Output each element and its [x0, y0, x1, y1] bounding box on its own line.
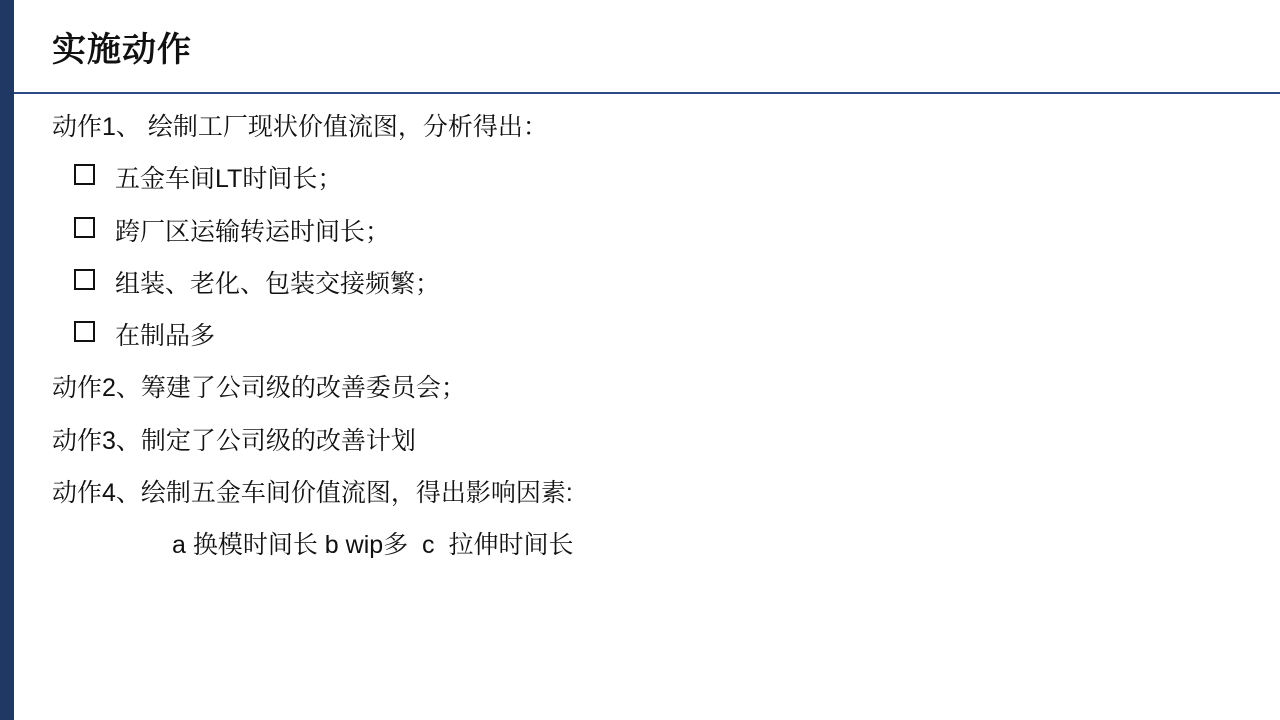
- list-item-label: 跨厂区运输转运时间长；: [115, 217, 391, 246]
- list-item: [52, 269, 1242, 300]
- body-line: [52, 112, 1242, 143]
- square-bullet-icon: [74, 321, 95, 342]
- list-item-label: 在制品多: [115, 322, 216, 350]
- body-line-text: 动作3、制定了公司级的改善计划: [52, 426, 416, 455]
- list-item: [52, 217, 1242, 248]
- body-line: [52, 478, 1242, 509]
- square-bullet-icon: [74, 269, 95, 290]
- list-item: [52, 321, 1242, 352]
- square-bullet-icon: [74, 164, 95, 185]
- page-title: 实施动作: [52, 31, 192, 69]
- body-line-text: a 换模时间长 b wip多 c 拉伸时间长: [172, 531, 574, 559]
- body-line: [52, 426, 1242, 457]
- title-divider: [14, 92, 1280, 94]
- square-bullet-icon: [74, 217, 95, 238]
- slide-accent-bar: [0, 0, 14, 720]
- list-item-label: 组装、老化、包装交接频繁；: [115, 269, 441, 298]
- list-item-label: 五金车间LT时间长；: [115, 165, 343, 194]
- list-item: [52, 164, 1242, 195]
- body-line-text: 动作1、 绘制工厂现状价值流图，分析得出：: [52, 113, 548, 141]
- body-line-indented: [52, 530, 1242, 561]
- body-line: [52, 373, 1242, 404]
- body-line-text: 动作2、筹建了公司级的改善委员会；: [52, 374, 466, 403]
- content-body: [52, 112, 1242, 582]
- body-line-text: 动作4、绘制五金车间价值流图，得出影响因素:: [52, 478, 573, 507]
- title-area: [52, 32, 1232, 69]
